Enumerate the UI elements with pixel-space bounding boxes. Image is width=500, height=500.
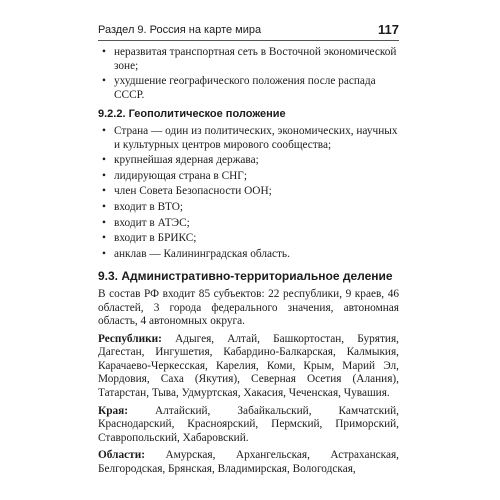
list-item: • входит в АТЭС; bbox=[102, 216, 190, 229]
section-heading: 9.3. Административно-территориальное деление bbox=[98, 269, 393, 284]
republics-paragraph bbox=[98, 333, 399, 401]
bullet-icon: • bbox=[102, 75, 106, 88]
bullet-icon: • bbox=[102, 232, 106, 245]
page-number: 117 bbox=[378, 22, 399, 37]
list-item: • член Совета Безопасности ООН; bbox=[102, 185, 272, 198]
section-title: Раздел 9. Россия на карте мира bbox=[98, 24, 262, 36]
economic-disadvantages-list bbox=[98, 46, 399, 102]
intro-paragraph: В состав РФ входит 85 субъектов: 22 республики, 9 краев, 46 областей, 3 города федерального значения, автономная область, 4 автономных округа. bbox=[98, 287, 399, 328]
list-item: • ухудшение географического положения после распада СССР. bbox=[102, 75, 376, 101]
bullet-icon: • bbox=[102, 185, 106, 198]
krai-term: Края: bbox=[98, 404, 128, 417]
republics-text: Адыгея, Алтай, Башкортостан, Бурятия, Дагестан, Ингушетия, Кабардино-Балкарская, Калмыкия, Карачаево-Черкесская, Карелия, Коми, Крым, Марий Эл, Мордовия, Саха (Якутия), Северная Осетия (Алания), Татарстан, Тыва, Удмуртская, Хакасия, Чеченская, Чувашия. bbox=[98, 332, 399, 400]
bullet-icon: • bbox=[102, 124, 106, 137]
krai-text: Алтайский, Забайкальский, Камчатский, Краснодарский, Красноярский, Пермский, Приморский, Ставропольский, Хабаровский. bbox=[98, 404, 399, 444]
geopolitical-list bbox=[98, 125, 399, 261]
subsection-heading: 9.2.2. Геополитическое положение bbox=[98, 108, 286, 121]
list-item: • Страна — один из политических, экономических, научных и культурных центров мирового сообщества; bbox=[102, 124, 398, 151]
list-item: • входит в БРИКС; bbox=[102, 232, 197, 245]
krai-paragraph bbox=[98, 405, 399, 446]
list-item: • входит в ВТО; bbox=[102, 200, 184, 213]
oblasts-term: Области: bbox=[98, 449, 145, 462]
bullet-icon: • bbox=[102, 169, 106, 182]
list-item: • неразвитая транспортная сеть в Восточной экономической зоне; bbox=[102, 46, 397, 72]
list-item: • крупнейшая ядерная держава; bbox=[102, 154, 259, 167]
bullet-icon: • bbox=[102, 154, 106, 167]
oblasts-text: Амурская, Архангельская, Астраханская, Белгородская, Брянская, Владимирская, Вологодская, bbox=[98, 449, 399, 476]
list-item: • лидирующая страна в СНГ; bbox=[102, 169, 247, 182]
running-header bbox=[98, 22, 399, 41]
list-item: • анклав — Калининградская область. bbox=[102, 247, 290, 260]
bullet-icon: • bbox=[102, 200, 106, 213]
bullet-icon: • bbox=[102, 216, 106, 229]
bullet-icon: • bbox=[102, 46, 106, 58]
page-body bbox=[98, 46, 399, 481]
bullet-icon: • bbox=[102, 247, 106, 260]
oblasts-paragraph bbox=[98, 449, 399, 476]
republics-term: Республики: bbox=[98, 332, 162, 345]
